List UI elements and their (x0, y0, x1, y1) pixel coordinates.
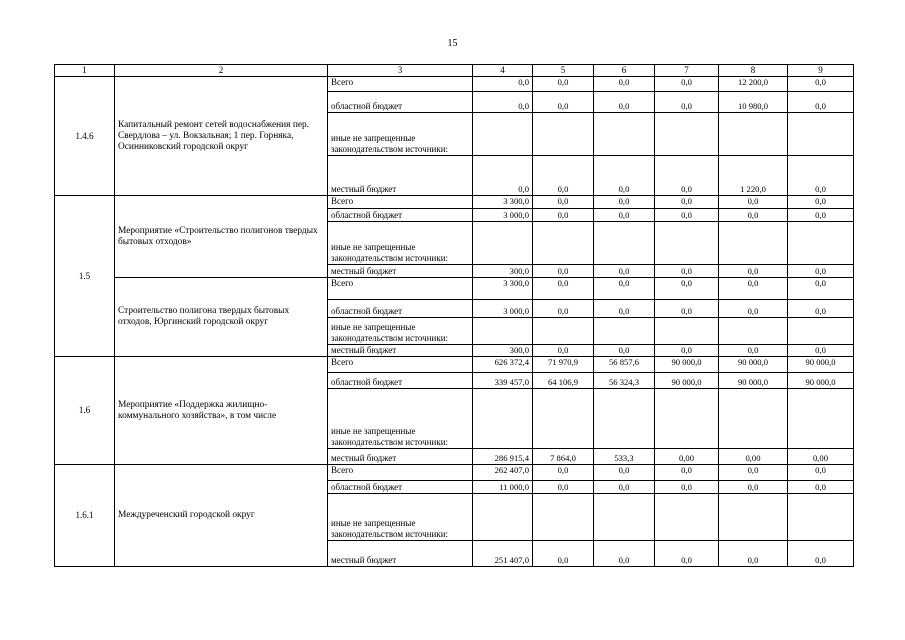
value-cell: 0,0 (473, 92, 533, 113)
item-name-cell: Строительство полигона твердых бытовых отходов, Юргинский городской округ (115, 278, 328, 357)
value-cell (594, 494, 655, 541)
funding-source-cell: иные не запрещенные законодательством источники: (328, 222, 473, 265)
column-header: 4 (473, 65, 533, 77)
value-cell: 0,0 (533, 77, 594, 92)
value-cell (788, 113, 854, 156)
value-cell: 0,0 (594, 541, 655, 567)
table-row (55, 77, 854, 92)
item-name-cell: Междуреченский городской округ (115, 465, 328, 567)
value-cell: 0,0 (533, 278, 594, 300)
value-cell (473, 318, 533, 345)
value-cell (533, 494, 594, 541)
value-cell: 0,0 (655, 345, 719, 357)
value-cell: 0,0 (788, 92, 854, 113)
value-cell (655, 222, 719, 265)
value-cell (655, 318, 719, 345)
value-cell: 0,0 (719, 209, 788, 222)
funding-source-cell: Всего (328, 465, 473, 481)
value-cell (788, 318, 854, 345)
value-cell: 0,0 (655, 481, 719, 494)
value-cell: 0,0 (533, 156, 594, 196)
value-cell: 0,0 (594, 196, 655, 209)
value-cell: 626 372,4 (473, 357, 533, 373)
value-cell: 0,0 (719, 345, 788, 357)
item-name-cell: Мероприятие «Строительство полигонов твердых бытовых отходов» (115, 196, 328, 278)
value-cell: 0,00 (655, 449, 719, 465)
value-cell: 0,0 (594, 300, 655, 318)
value-cell: 3 300,0 (473, 278, 533, 300)
value-cell (594, 113, 655, 156)
value-cell: 0,0 (473, 156, 533, 196)
value-cell: 90 000,0 (655, 373, 719, 389)
value-cell: 0,0 (594, 481, 655, 494)
funding-source-cell: иные не запрещенные законодательством источники: (328, 113, 473, 156)
value-cell: 0,0 (655, 541, 719, 567)
value-cell: 0,0 (719, 278, 788, 300)
value-cell: 0,0 (788, 265, 854, 278)
value-cell: 339 457,0 (473, 373, 533, 389)
funding-source-cell: Всего (328, 278, 473, 300)
column-header: 9 (788, 65, 854, 77)
value-cell: 0,0 (533, 196, 594, 209)
value-cell: 90 000,0 (788, 357, 854, 373)
value-cell: 0,00 (788, 449, 854, 465)
funding-source-cell: местный бюджет (328, 449, 473, 465)
table-row (55, 278, 854, 300)
value-cell: 0,0 (594, 265, 655, 278)
value-cell: 0,0 (594, 278, 655, 300)
value-cell (719, 494, 788, 541)
value-cell: 0,0 (655, 156, 719, 196)
value-cell: 3 000,0 (473, 209, 533, 222)
funding-source-cell: Всего (328, 77, 473, 92)
column-header: 3 (328, 65, 473, 77)
table-row (55, 196, 854, 209)
value-cell (655, 389, 719, 449)
funding-source-cell: местный бюджет (328, 156, 473, 196)
value-cell: 1 220,0 (719, 156, 788, 196)
value-cell (473, 494, 533, 541)
column-header: 6 (594, 65, 655, 77)
value-cell (655, 494, 719, 541)
value-cell: 262 407,0 (473, 465, 533, 481)
value-cell: 3 300,0 (473, 196, 533, 209)
value-cell (719, 389, 788, 449)
value-cell: 0,0 (655, 278, 719, 300)
funding-source-cell: Всего (328, 357, 473, 373)
item-code-cell: 1.5 (55, 196, 115, 357)
item-code-cell: 1.6.1 (55, 465, 115, 567)
value-cell: 12 200,0 (719, 77, 788, 92)
value-cell: 0,0 (788, 156, 854, 196)
value-cell: 0,0 (533, 265, 594, 278)
value-cell: 0,0 (594, 156, 655, 196)
value-cell: 251 407,0 (473, 541, 533, 567)
value-cell: 10 980,0 (719, 92, 788, 113)
value-cell: 0,0 (719, 481, 788, 494)
value-cell: 90 000,0 (719, 373, 788, 389)
value-cell: 0,0 (533, 481, 594, 494)
item-code-cell: 1.6 (55, 357, 115, 465)
value-cell: 0,0 (655, 465, 719, 481)
value-cell: 0,0 (719, 265, 788, 278)
value-cell: 0,0 (655, 209, 719, 222)
value-cell: 0,00 (719, 449, 788, 465)
table-row (55, 465, 854, 481)
value-cell: 56 857,6 (594, 357, 655, 373)
value-cell (788, 389, 854, 449)
value-cell: 286 915,4 (473, 449, 533, 465)
value-cell: 0,0 (655, 300, 719, 318)
funding-source-cell: Всего (328, 196, 473, 209)
value-cell (719, 113, 788, 156)
value-cell: 0,0 (533, 92, 594, 113)
value-cell (533, 113, 594, 156)
value-cell: 0,0 (788, 196, 854, 209)
value-cell: 300,0 (473, 265, 533, 278)
budget-table (54, 64, 854, 567)
value-cell: 90 000,0 (719, 357, 788, 373)
column-header: 8 (719, 65, 788, 77)
value-cell (473, 222, 533, 265)
funding-source-cell: областной бюджет (328, 209, 473, 222)
value-cell: 0,0 (594, 92, 655, 113)
value-cell: 0,0 (788, 209, 854, 222)
value-cell: 0,0 (655, 77, 719, 92)
value-cell: 7 864,0 (533, 449, 594, 465)
value-cell: 90 000,0 (788, 373, 854, 389)
value-cell: 0,0 (655, 196, 719, 209)
funding-source-cell: местный бюджет (328, 265, 473, 278)
value-cell: 0,0 (533, 300, 594, 318)
value-cell: 56 324,3 (594, 373, 655, 389)
value-cell: 533,3 (594, 449, 655, 465)
column-header: 7 (655, 65, 719, 77)
value-cell: 11 000,0 (473, 481, 533, 494)
value-cell: 71 970,9 (533, 357, 594, 373)
column-header: 1 (55, 65, 115, 77)
value-cell (533, 222, 594, 265)
value-cell: 0,0 (788, 278, 854, 300)
value-cell: 0,0 (719, 541, 788, 567)
funding-source-cell: иные не запрещенные законодательством источники: (328, 389, 473, 449)
value-cell: 0,0 (788, 541, 854, 567)
value-cell: 0,0 (655, 92, 719, 113)
funding-source-cell: иные не запрещенные законодательством источники: (328, 318, 473, 345)
funding-source-cell: местный бюджет (328, 541, 473, 567)
value-cell: 0,0 (788, 300, 854, 318)
value-cell (473, 113, 533, 156)
funding-source-cell: областной бюджет (328, 300, 473, 318)
value-cell (594, 389, 655, 449)
value-cell (533, 389, 594, 449)
value-cell: 0,0 (719, 300, 788, 318)
funding-source-cell: областной бюджет (328, 92, 473, 113)
value-cell: 0,0 (533, 465, 594, 481)
value-cell (719, 222, 788, 265)
item-code-cell: 1.4.6 (55, 77, 115, 196)
value-cell: 0,0 (719, 196, 788, 209)
value-cell: 0,0 (655, 265, 719, 278)
table-row (55, 357, 854, 373)
value-cell: 0,0 (533, 541, 594, 567)
funding-source-cell: областной бюджет (328, 373, 473, 389)
value-cell: 0,0 (788, 345, 854, 357)
funding-source-cell: местный бюджет (328, 345, 473, 357)
value-cell: 0,0 (788, 481, 854, 494)
item-name-cell: Капитальный ремонт сетей водоснабжения пер. Свердлова – ул. Вокзальная; 1 пер. Горняка, Осинниковский городской округ (115, 77, 328, 196)
value-cell: 0,0 (533, 345, 594, 357)
table-header-row (55, 65, 854, 77)
value-cell: 90 000,0 (655, 357, 719, 373)
value-cell: 300,0 (473, 345, 533, 357)
value-cell (473, 389, 533, 449)
value-cell: 0,0 (594, 77, 655, 92)
value-cell (533, 318, 594, 345)
value-cell (655, 113, 719, 156)
value-cell (788, 222, 854, 265)
value-cell: 0,0 (788, 77, 854, 92)
value-cell (594, 222, 655, 265)
value-cell (788, 494, 854, 541)
page-number: 15 (447, 38, 458, 49)
value-cell: 0,0 (719, 465, 788, 481)
value-cell (594, 318, 655, 345)
value-cell: 64 106,9 (533, 373, 594, 389)
funding-source-cell: областной бюджет (328, 481, 473, 494)
value-cell: 0,0 (473, 77, 533, 92)
column-header: 5 (533, 65, 594, 77)
value-cell: 0,0 (594, 465, 655, 481)
value-cell: 0,0 (533, 209, 594, 222)
value-cell (719, 318, 788, 345)
value-cell: 0,0 (788, 465, 854, 481)
funding-source-cell: иные не запрещенные законодательством источники: (328, 494, 473, 541)
column-header: 2 (115, 65, 328, 77)
value-cell: 3 000,0 (473, 300, 533, 318)
value-cell: 0,0 (594, 345, 655, 357)
item-name-cell: Мероприятие «Поддержка жилищно-коммунального хозяйства», в том числе (115, 357, 328, 465)
value-cell: 0,0 (594, 209, 655, 222)
